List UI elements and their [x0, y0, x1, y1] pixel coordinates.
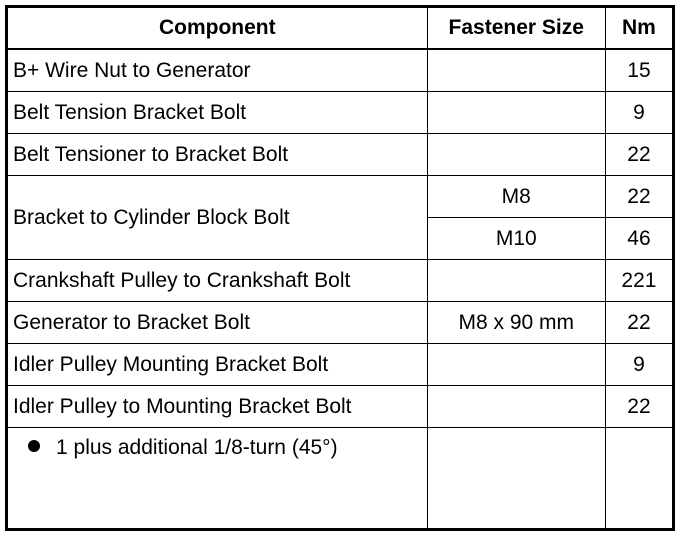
component-cell: Bracket to Cylinder Block Bolt — [7, 176, 428, 260]
component-cell: Generator to Bracket Bolt — [7, 302, 428, 344]
table-row — [7, 92, 674, 134]
note-empty-cell — [605, 428, 673, 530]
fastener-size-cell — [427, 386, 605, 428]
header-row — [7, 7, 674, 50]
torque-cell: 221 — [605, 260, 673, 302]
table-row — [7, 260, 674, 302]
torque-cell: 9 — [605, 344, 673, 386]
torque-cell: 15 — [605, 49, 673, 92]
table-row — [7, 49, 674, 92]
fastener-size-cell — [427, 92, 605, 134]
torque-cell: 22 — [605, 134, 673, 176]
torque-cell: 46 — [605, 218, 673, 260]
component-cell: B+ Wire Nut to Generator — [7, 49, 428, 92]
fastener-size-cell — [427, 344, 605, 386]
note-text: 1 plus additional 1/8-turn (45°) — [56, 436, 338, 459]
torque-cell: 22 — [605, 176, 673, 218]
component-cell: Belt Tension Bracket Bolt — [7, 92, 428, 134]
torque-cell: 22 — [605, 386, 673, 428]
note-empty-cell — [427, 428, 605, 530]
table-row — [7, 344, 674, 386]
table-row — [7, 134, 674, 176]
component-cell: Belt Tensioner to Bracket Bolt — [7, 134, 428, 176]
fastener-size-cell: M10 — [427, 218, 605, 260]
torque-cell: 9 — [605, 92, 673, 134]
torque-spec-table — [5, 5, 675, 531]
fastener-size-cell — [427, 49, 605, 92]
header-nm: Nm — [605, 7, 673, 50]
bullet-icon — [28, 440, 40, 452]
note-cell — [7, 428, 428, 530]
table-row — [7, 302, 674, 344]
table-row — [7, 176, 674, 218]
fastener-size-cell — [427, 260, 605, 302]
torque-cell: 22 — [605, 302, 673, 344]
table-row — [7, 386, 674, 428]
fastener-size-cell: M8 x 90 mm — [427, 302, 605, 344]
fastener-size-cell: M8 — [427, 176, 605, 218]
header-fastener-size: Fastener Size — [427, 7, 605, 50]
component-cell: Idler Pulley to Mounting Bracket Bolt — [7, 386, 428, 428]
note-row — [7, 428, 674, 530]
fastener-size-cell — [427, 134, 605, 176]
component-cell: Idler Pulley Mounting Bracket Bolt — [7, 344, 428, 386]
component-cell: Crankshaft Pulley to Crankshaft Bolt — [7, 260, 428, 302]
header-component: Component — [7, 7, 428, 50]
